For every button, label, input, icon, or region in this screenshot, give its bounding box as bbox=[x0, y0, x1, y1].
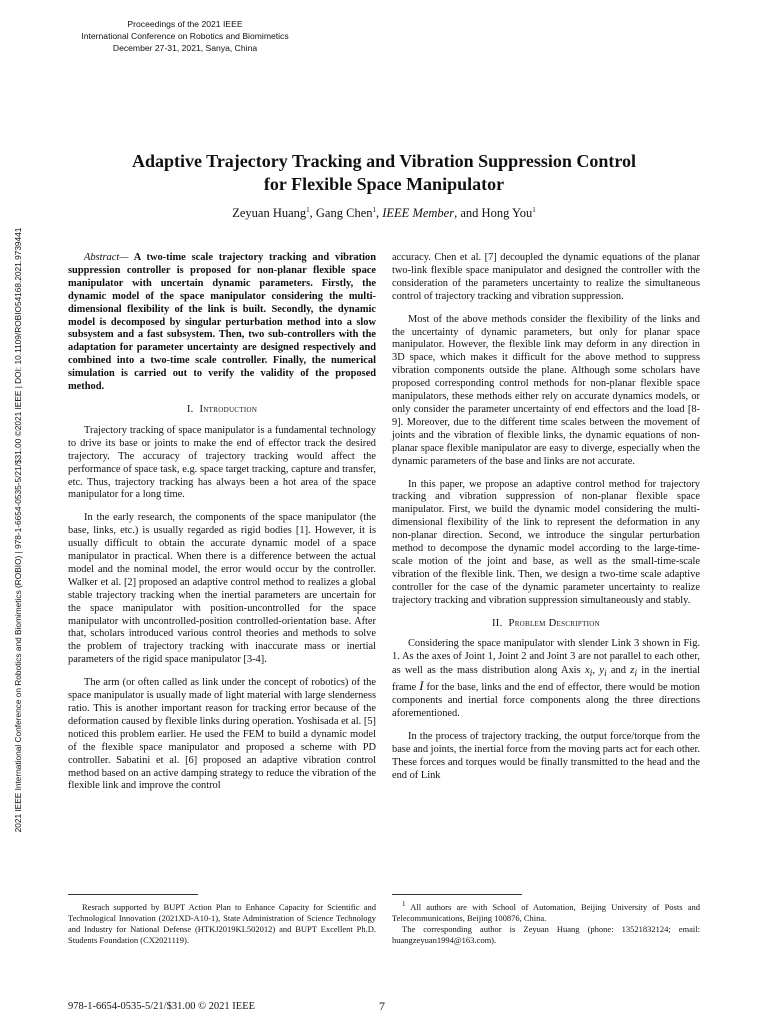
paragraph-text: , bbox=[592, 665, 600, 677]
math-symbol: y bbox=[599, 664, 605, 677]
doi-sidebar bbox=[6, 180, 30, 880]
math-symbol: z bbox=[630, 664, 635, 677]
header-line-1: Proceedings of the 2021 IEEE bbox=[127, 19, 243, 29]
paragraph-text: Considering the space manipulator with slender Link 3 shown in Fig. 1. As the axes of Joint 1, Joint 2 and Joint 3 are not parallel to each other, as well as the mass distribution along Axis bbox=[392, 638, 700, 677]
math-subscript: i bbox=[604, 668, 607, 679]
right-column bbox=[392, 252, 700, 793]
footnote-affiliation-line bbox=[392, 902, 700, 924]
header-line-2: International Conference on Robotics and Biomimetics bbox=[81, 31, 289, 41]
paragraph bbox=[392, 638, 700, 721]
section-number: II. bbox=[491, 617, 503, 629]
section-title: Introduction bbox=[199, 403, 258, 415]
author-sep-2: , bbox=[376, 206, 383, 220]
section-title: Problem Description bbox=[508, 617, 601, 629]
copyright-line: 978-1-6654-0535-5/21/$31.00 © 2021 IEEE bbox=[68, 1001, 256, 1012]
sidebar-doi-text: 2021 IEEE International Conference on Robotics and Biomimetics (ROBIO) | 978-1-6654-0535-5/21/$31.00 ©2021 IEEE | DOI: 10.1109/ROBIO54168.2021.9739441 bbox=[13, 227, 23, 833]
paragraph: Trajectory tracking of space manipulator is a fundamental technology to drive its base or joints to make the end of effector track the desired trajectory. The accuracy of trajectory tracking would affect the performance of space task, e.g. space target tracking, capture and transfer, etc. Thus, trajectory tracking has always been a hot area of the space manipulator for a long time. bbox=[68, 424, 376, 501]
author-list bbox=[60, 206, 708, 221]
math-z-axis bbox=[630, 664, 637, 679]
header-line-3: December 27-31, 2021, Sanya, China bbox=[112, 43, 258, 53]
paragraph: In the process of trajectory tracking, the output force/torque from the base and joints, the inertial force from the moving parts act for each other. These forces and torques would be finally transmitted to the head and the end of Link bbox=[392, 731, 700, 781]
title-line-2: for Flexible Space Manipulator bbox=[263, 174, 505, 194]
section-number: I. bbox=[186, 403, 194, 415]
section-heading-introduction bbox=[68, 404, 376, 417]
title-line-1: Adaptive Trajectory Tracking and Vibration Suppression Control bbox=[131, 151, 637, 171]
footnote-affiliation-text: All authors are with School of Automation, Beijing University of Posts and Telecommunications, Beijing 100876, China. bbox=[392, 902, 700, 923]
footnote-marker: 1 bbox=[402, 900, 406, 909]
author-2: Gang Chen bbox=[315, 206, 373, 220]
footnote-divider-right bbox=[392, 894, 522, 895]
footnote-affiliation bbox=[392, 902, 700, 946]
footnote-corresponding: The corresponding author is Zeyuan Huang (phone: 13521832124; email: huangzeyuan1994@163.com). bbox=[392, 924, 700, 945]
author-sep-3: , and bbox=[454, 206, 482, 220]
section-heading-problem-description bbox=[392, 618, 700, 631]
footnote-funding: Resrach supported by BUPT Action Plan to Enhance Capacity for Scientific and Technological Innovation (2021XD-A10-1), State Administration of Science Technology and Industry for National Defense (HTKJ2019KL502012) and BUPT Excellent Ph.D. Students Foundation (CX2021119). bbox=[68, 902, 376, 945]
paragraph: Most of the above methods consider the flexibility of the links and the uncertainty of dynamic parameters, but only for planar space manipulator. However, the flexible link may deform in any direction in 3D space, which makes it difficult for the above method to suppress vibration components outside the plane. Although some scholars have proposed corresponding control methods for non-planar flexible space manipulators, these methods either rely on accurate dynamics models, or only consider the parameter uncertainty of end effectors and the load [8-9]. Moreover, due to the different time scales between the movement of joints and the vibration of flexible links, the dynamic equations of non-planar space flexible manipulator are easy to diverge, especially when the dynamic parameters of the base and links are not accurate. bbox=[392, 313, 700, 467]
paper-title bbox=[60, 150, 708, 196]
paragraph-text: for the base, links and the end of effector, there would be motion components and inertial force components along the three directions aforementioned. bbox=[392, 682, 700, 720]
abstract bbox=[68, 252, 376, 394]
paragraph-text: in the inertial frame bbox=[392, 665, 701, 694]
page-number: 7 bbox=[379, 999, 385, 1013]
abstract-lead: Abstract— bbox=[84, 252, 129, 263]
left-column bbox=[68, 252, 376, 803]
author-1-affil: 1 bbox=[306, 205, 310, 214]
author-3-affil: 1 bbox=[532, 205, 536, 214]
author-1: Zeyuan Huang bbox=[232, 206, 307, 220]
math-y-axis bbox=[599, 664, 607, 679]
author-sep-1: , bbox=[309, 206, 316, 220]
conference-header bbox=[60, 18, 310, 54]
author-2-affil: 1 bbox=[372, 205, 376, 214]
paragraph: In this paper, we propose an adaptive control method for trajectory tracking and vibration suppression of non-planar flexible space manipulator. First, we build the dynamic model considering the multi-dimensional flexibility of the link to represent the deformation in any non-planar direction. Second, we introduce the singular perturbation method to decompose the dynamic model according to the large-time-scale motion of the joint and base, as well as the small-time-scale vibration of the flexible link. Then, we design a two-time scale adaptive controller for the case of the dynamic parameter uncertainty to realize trajectory tracking and vibration suppression simultaneously and stably. bbox=[392, 478, 700, 606]
math-symbol: x bbox=[584, 664, 590, 677]
math-subscript: i bbox=[589, 668, 593, 679]
math-subscript: i bbox=[634, 668, 637, 679]
math-inertial-frame: I bbox=[419, 678, 424, 694]
abstract-body: A two-time scale trajectory tracking and vibration suppression controller is proposed for non-planar flexible space manipulator with uncertain dynamic parameters. Firstly, the dynamic model of the space manipulator considering the multi-dimensional flexibility of the link is built. Secondly, the dynamic model is decomposed by singular perturbation method into a slow subsystem and a fast subsystem. Then, two sub-controllers with the adaptation for parameter uncertainty are designed respectively and combined into a two-time scale controller. Finally, the numerical simulation is carried out to verify the validity of the proposed method. bbox=[68, 252, 376, 393]
paragraph: In the early research, the components of the space manipulator (the base, links, etc.) is usually regarded as rigid bodies [1]. However, it is usually difficult to obtain the accurate dynamic model of a space manipulator in practical. When there is a difference between the actual model and the nominal model, the error would occur by the controller. Walker et al. [2] proposed an adaptive control method to realizes a global stable trajectory tracking when the inertial parameters are uncertain for the space manipulator with position-uncontrolled for the space manipulator with uncontrolled-position controlled-orientation base. After that, scholars introduced various control theories and methods to solve the problem of trajectory tracking with inaccurate mass or inertial parameters of the rigid space manipulator [3-4]. bbox=[68, 512, 376, 666]
paragraph: The arm (or often called as link under the concept of robotics) of the space manipulator is usually made of light material with large slenderness ratio. This is another important reason for tracking error because of the deformation caused by flexible links during operation. Yoshisada et al. [5] noticed this problem earlier. He used the FEM to build a dynamic model of the flexible space manipulator and proposed a scheme with PD controller. Sabatini et al. [6] proposed an adaptive vibration control method based on an active damping strategy to reduce the vibration of the flexible link and improve the control bbox=[68, 677, 376, 792]
author-3: Hong You bbox=[481, 206, 533, 220]
author-2-membership: IEEE Member bbox=[382, 206, 455, 220]
footnote-divider-left bbox=[68, 894, 198, 895]
paragraph: accuracy. Chen et al. [7] decoupled the dynamic equations of the planar two-link flexible space manipulator and designed the controller with the consideration of the parameters uncertainty to realize the simultaneous control of trajectory tracking and vibration suppression. bbox=[392, 252, 700, 302]
paragraph-text: and bbox=[606, 665, 631, 677]
